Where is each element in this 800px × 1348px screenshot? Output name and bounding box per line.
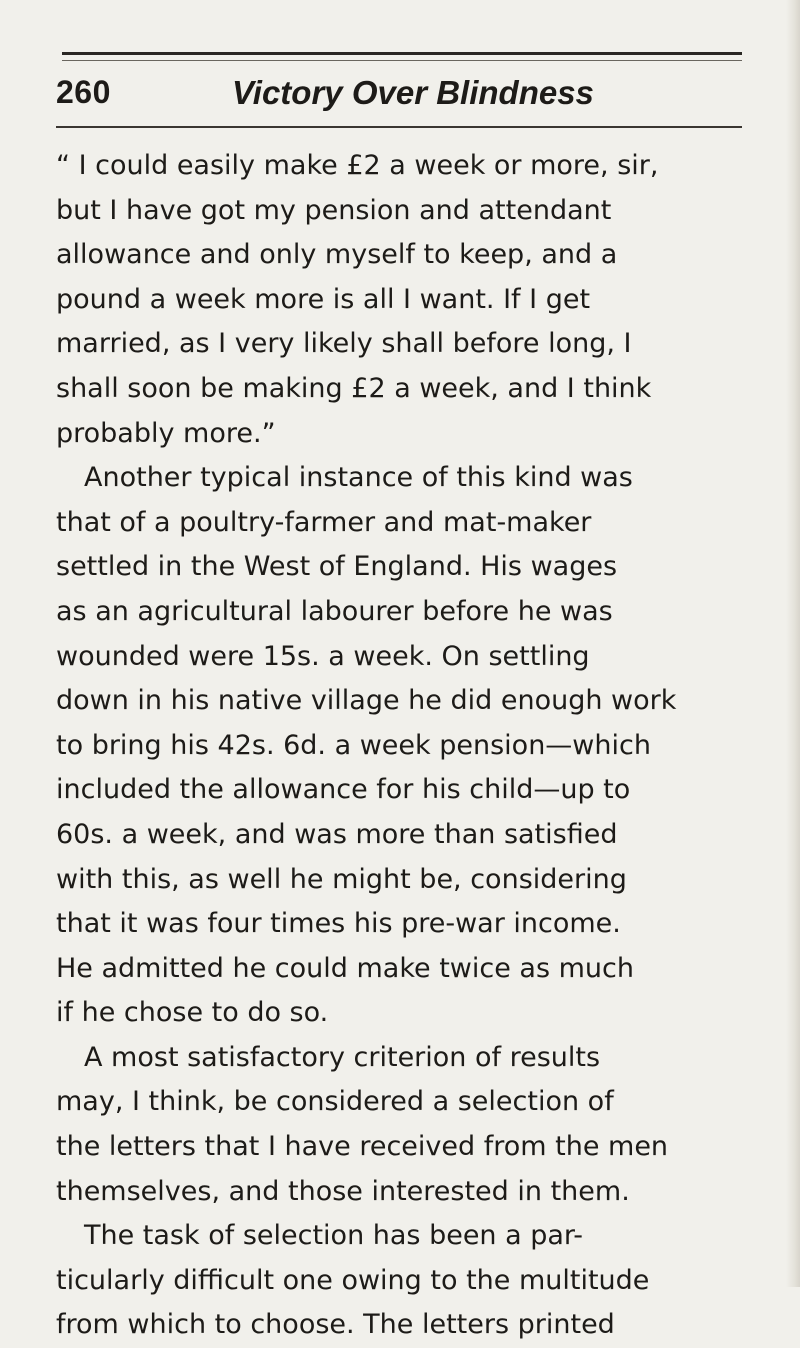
top-border-rule <box>62 52 742 55</box>
text-line: allowance and only myself to keep, and a <box>56 239 618 271</box>
text-line: shall soon be making £2 a week, and I think <box>56 372 652 404</box>
text-line: pound a week more is all I want. If I get <box>56 283 591 315</box>
text-line: wounded were 15s. a week. On settling <box>56 640 590 672</box>
paragraph-start-line: Another typical instance of this kind was <box>84 462 633 494</box>
body-text <box>56 144 756 1348</box>
text-line: with this, as well he might be, considering <box>56 863 627 895</box>
text-line: if he chose to do so. <box>56 997 329 1029</box>
running-title: Victory Over Blindness <box>232 74 594 111</box>
text-line: included the allowance for his child—up to <box>56 774 631 806</box>
text-line: as an agricultural labourer before he was <box>56 595 613 627</box>
page-header <box>56 74 746 122</box>
text-line: married, as I very likely shall before long, I <box>56 328 632 360</box>
text-line: settled in the West of England. His wages <box>56 551 618 583</box>
text-line: ticularly difficult one owing to the multitude <box>56 1264 650 1296</box>
paragraph-start-line: A most satisfactory criterion of results <box>84 1041 601 1073</box>
text-line: probably more.” <box>56 417 276 449</box>
text-line: but I have got my pension and attendant <box>56 194 612 226</box>
text-line: “ I could easily make £2 a week or more, sir, <box>56 150 659 181</box>
text-line: that of a poultry-farmer and mat-maker <box>56 506 592 538</box>
text-line: themselves, and those interested in them. <box>56 1175 630 1207</box>
text-line: may, I think, be considered a selection of <box>56 1086 614 1118</box>
text-line: to bring his 42s. 6d. a week pension—which <box>56 729 651 761</box>
text-line: He admitted he could make twice as much <box>56 952 634 984</box>
text-line: from which to choose. The letters printed <box>56 1309 615 1341</box>
page-number: 260 <box>56 74 111 110</box>
page-edge-shadow <box>786 0 800 1287</box>
text-line: that it was four times his pre-war income. <box>56 908 621 940</box>
text-line: the letters that I have received from the men <box>56 1131 669 1163</box>
text-line: down in his native village he did enough work <box>56 685 677 717</box>
text-line: 60s. a week, and was more than satisfied <box>56 818 618 850</box>
paragraph-start-line: The task of selection has been a par- <box>84 1220 584 1252</box>
top-border-rule-thin <box>62 60 742 61</box>
header-rule <box>56 126 742 128</box>
